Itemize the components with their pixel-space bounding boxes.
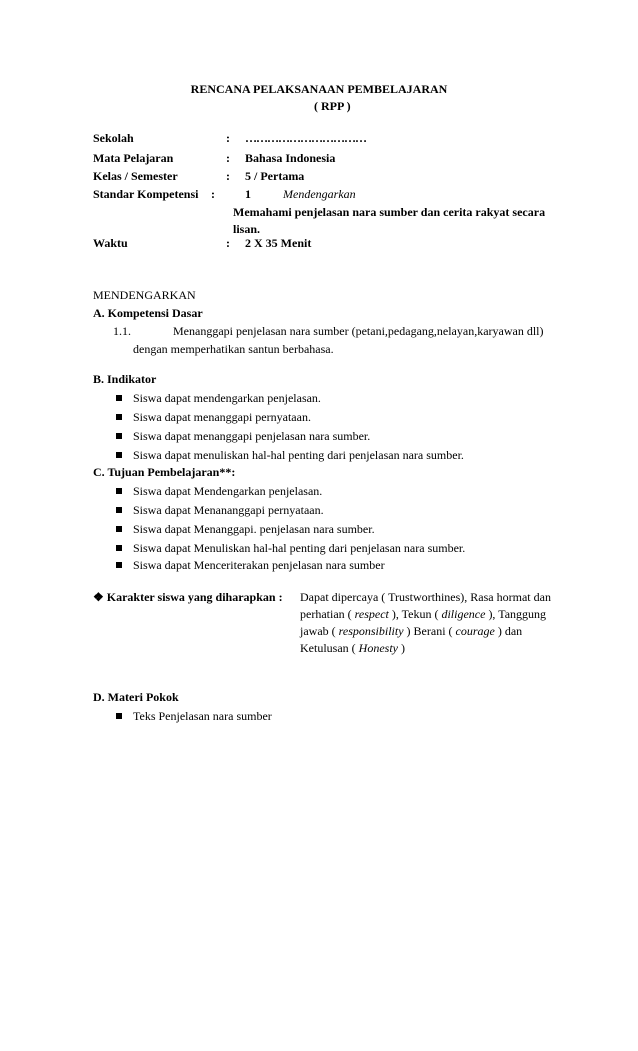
karakter-label: Karakter siswa yang diharapkan : [106,590,283,604]
list-item: Siswa dapat Menananggapi pernyataan. [0,501,638,519]
square-bullet-icon [116,395,122,401]
list-item: Siswa dapat Menceriterakan penjelasan nara sumber [0,556,638,574]
square-bullet-icon [116,526,122,532]
indikator-heading: B. Indikator [93,372,157,386]
document-subtitle: ( RPP ) [314,99,351,113]
list-item: Siswa dapat menanggapi penjelasan nara sumber. [0,427,638,445]
sk-description: Memahami penjelasan nara sumber dan cerita rakyat secara [233,205,546,219]
square-bullet-icon [116,488,122,494]
sk-number: 1 [245,187,251,201]
materi-heading: D. Materi Pokok [93,690,179,704]
list-item: Siswa dapat mendengarkan penjelasan. [0,389,638,407]
list-item: Siswa dapat menuliskan hal-hal penting dari penjelasan nara sumber. [0,446,638,464]
karakter-text-line3: jawab ( responsibility ) Berani ( courage ) dan [300,624,523,638]
colon: : [211,187,215,201]
tujuan-heading: C. Tujuan Pembelajaran**: [93,465,236,479]
waktu-value: 2 X 35 Menit [245,236,312,250]
list-item: Siswa dapat Menuliskan hal-hal penting dari penjelasan nara sumber. [0,539,638,557]
colon: : [226,169,230,183]
list-item: Siswa dapat Mendengarkan penjelasan. [0,482,638,500]
sk-description-cont: lisan. [233,222,261,236]
square-bullet-icon [116,545,122,551]
kd-number: 1.1. [113,324,131,338]
kelas-label: Kelas / Semester [93,169,178,183]
colon: : [226,236,230,250]
karakter-text-line2: perhatian ( respect ), Tekun ( diligence ), Tanggung [300,607,547,621]
colon: : [226,131,230,145]
mapel-value: Bahasa Indonesia [245,151,336,165]
mapel-label: Mata Pelajaran [93,151,174,165]
square-bullet-icon [116,433,122,439]
square-bullet-icon [116,414,122,420]
square-bullet-icon [116,452,122,458]
sekolah-value: …………………………… [245,131,366,145]
list-item: Siswa dapat Menanggapi. penjelasan nara sumber. [0,520,638,538]
kelas-value: 5 / Pertama [245,169,305,183]
list-item: Teks Penjelasan nara sumber [0,707,638,725]
sekolah-label: Sekolah [93,131,134,145]
document-title: RENCANA PELAKSANAAN PEMBELAJARAN [190,82,448,96]
waktu-label: Waktu [93,236,128,250]
karakter-text: Dapat dipercaya ( Trustworthines), Rasa hormat dan [300,590,551,604]
square-bullet-icon [116,562,122,568]
kd-text-cont: dengan memperhatikan santun berbahasa. [133,342,334,356]
sk-label: Standar Kompetensi [93,187,199,201]
list-item: Siswa dapat menanggapi pernyataan. [0,408,638,426]
square-bullet-icon [116,713,122,719]
section-heading: MENDENGARKAN [93,288,196,302]
kd-heading: A. Kompetensi Dasar [93,306,203,320]
colon: : [226,151,230,165]
karakter-label-row [93,588,283,606]
square-bullet-icon [116,507,122,513]
sk-topic: Mendengarkan [283,187,356,201]
kd-text: Menanggapi penjelasan nara sumber (petani,pedagang,nelayan,karyawan dll) [173,324,544,338]
karakter-text-line4: Ketulusan ( Honesty ) [300,641,405,655]
diamond-bullet-icon: ❖ [93,590,104,604]
